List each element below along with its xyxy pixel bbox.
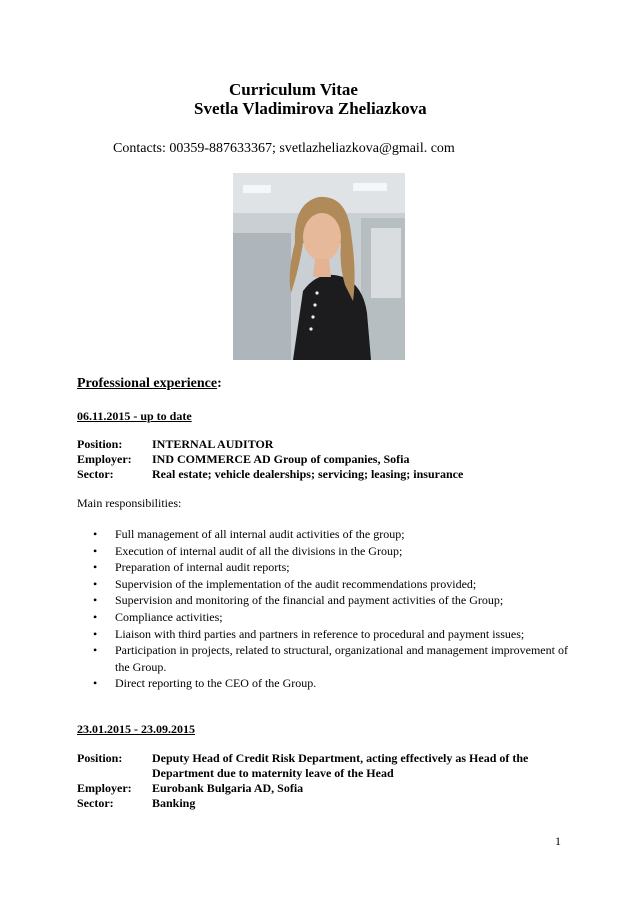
- contacts-line: Contacts: 00359-887633367; svetlazheliazkova@gmail. com: [113, 141, 455, 156]
- job2-position-value: Deputy Head of Credit Risk Department, acting effectively as Head of the Department due to maternity leave of the Head: [152, 751, 529, 780]
- list-item: • Participation in projects, related to structural, organizational and management improvement of the Group.: [93, 643, 568, 674]
- list-item: • Full management of all internal audit activities of the group;: [93, 527, 405, 541]
- candidate-name: Svetla Vladimirova Zheliazkova: [194, 99, 427, 118]
- employer-value: Eurobank Bulgaria AD, Sofia: [152, 781, 304, 795]
- position-label: Position:: [77, 751, 123, 765]
- cv-title: Curriculum Vitae: [229, 80, 358, 99]
- page-number: 1: [555, 834, 561, 848]
- bullet-icon: •: [93, 626, 98, 641]
- section-heading: [77, 376, 222, 392]
- position-value: INTERNAL AUDITOR: [152, 437, 274, 451]
- list-item: • Execution of internal audit of all the divisions in the Group;: [93, 543, 403, 558]
- bullet-icon: •: [93, 576, 98, 591]
- employer-label: Employer:: [77, 452, 132, 466]
- job1-employer-row: [77, 452, 409, 467]
- sector-label: Sector:: [77, 796, 114, 810]
- profile-photo: [233, 173, 405, 360]
- responsibilities-list: [93, 526, 573, 692]
- bullet-icon: •: [93, 543, 98, 558]
- list-item: • Preparation of internal audit reports;: [93, 560, 290, 575]
- list-item: • Direct reporting to the CEO of the Group.: [93, 676, 317, 691]
- section-title: Professional experience: [77, 376, 218, 391]
- job1-position-row: [77, 437, 273, 452]
- job2-period: 23.01.2015 - 23.09.2015: [77, 722, 195, 736]
- list-item: • Liaison with third parties and partners in reference to procedural and payment issues;: [93, 626, 525, 641]
- bullet-icon: •: [93, 560, 98, 575]
- employer-label: Employer:: [77, 781, 132, 795]
- sector-value: Banking: [152, 796, 196, 810]
- list-item: • Supervision and monitoring of the financial and payment activities of the Group;: [93, 593, 504, 608]
- job1-period: 06.11.2015 - up to date: [77, 409, 192, 423]
- job2-sector-row: [77, 796, 195, 811]
- bullet-icon: •: [93, 676, 98, 691]
- bullet-icon: •: [93, 527, 98, 541]
- employer-value: IND COMMERCE AD Group of companies, Sofia: [152, 452, 410, 466]
- list-item: • Supervision of the implementation of the audit recommendations provided;: [93, 576, 477, 591]
- bullet-icon: •: [93, 609, 98, 624]
- sector-value: Real estate; vehicle dealerships; servicing; leasing; insurance: [152, 467, 464, 481]
- job1-sector-row: [77, 467, 463, 482]
- list-item: • Compliance activities;: [93, 609, 223, 624]
- job2-position-label: [77, 751, 152, 766]
- position-label: Position:: [77, 437, 123, 451]
- job2-employer-row: [77, 781, 303, 796]
- bullet-icon: •: [93, 593, 98, 608]
- responsibilities-label: Main responsibilities:: [77, 496, 182, 510]
- sector-label: Sector:: [77, 467, 114, 481]
- section-colon: :: [217, 376, 222, 391]
- bullet-icon: •: [93, 643, 98, 658]
